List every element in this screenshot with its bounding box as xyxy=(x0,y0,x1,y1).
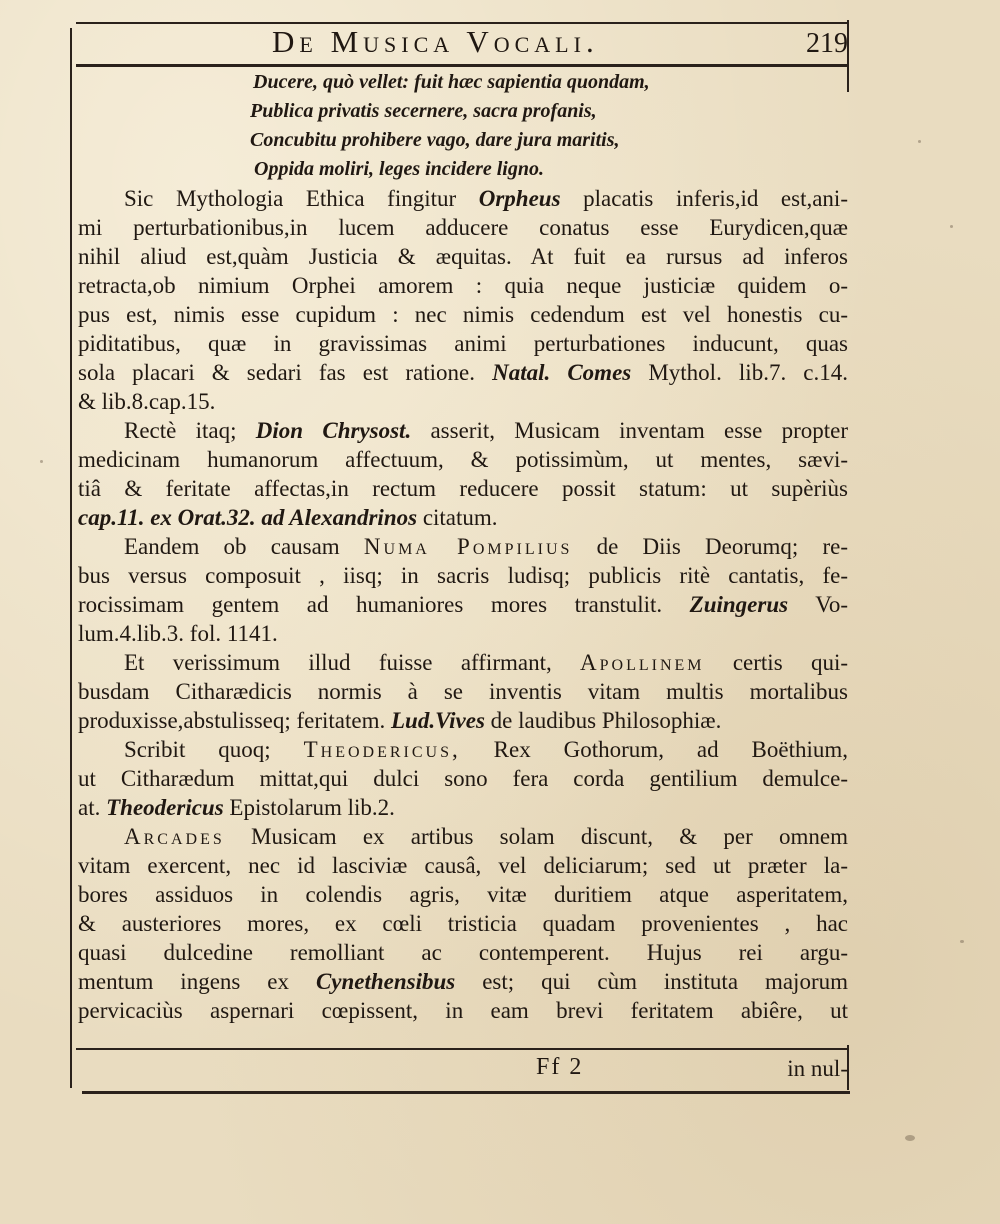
bottom-rule xyxy=(82,1091,850,1094)
text-line xyxy=(78,184,848,213)
text-line xyxy=(78,967,848,996)
text-run: placatis inferis,id est,ani- xyxy=(560,186,848,211)
citation-name: Cynethensibus xyxy=(315,969,456,994)
verse-line: Oppida moliri, leges incidere ligno. xyxy=(254,158,544,180)
text-run: Musicam ex artibus solam discunt, & per omnem xyxy=(224,824,848,849)
verse-line: Ducere, quò vellet: fuit hæc sapientia quondam, xyxy=(253,71,650,93)
text-run: produxisse,abstulisseq; feritatem. xyxy=(78,708,391,733)
text-line: ut Citharædum mittat,qui dulci sono fera corda gentilium demulce- xyxy=(78,766,848,791)
text-line: retracta,ob nimium Orphei amorem : quia neque justiciæ quidem o- xyxy=(78,273,848,298)
text-line: & lib.8.cap.15. xyxy=(78,389,216,414)
text-line: piditatibus, quæ in gravissimas animi perturbationes inducunt, quas xyxy=(78,331,848,356)
citation-name: Lud.Vives xyxy=(391,708,485,733)
signature-mark: Ff 2 xyxy=(536,1054,584,1080)
paragraph-orpheus xyxy=(78,184,848,416)
text-line: busdam Citharædicis normis à se inventis vitam multis mortalibus xyxy=(78,679,848,704)
running-title: De Musica Vocali. xyxy=(272,24,599,59)
text-line xyxy=(78,822,848,851)
text-line: & austeriores mores, ex cœli tristicia quadam provenientes , hac xyxy=(78,911,848,936)
paper-speck xyxy=(905,1135,915,1141)
text-line: bores assiduos in colendis agris, vitæ duritiem atque asperitatem, xyxy=(78,882,848,907)
text-run: Rex Gothorum, ad Boëthium, xyxy=(460,737,848,762)
text-line: pus est, nimis esse cupidum : nec nimis cedendum est vel honestis cu- xyxy=(78,302,848,327)
text-line xyxy=(78,416,848,445)
text-run: asserit, Musicam inventam esse propter xyxy=(411,418,848,443)
text-run: Eandem ob causam xyxy=(124,534,364,559)
text-line xyxy=(78,793,848,822)
text-line: nihil aliud est,quàm Justicia & æquitas. At fuit ea rursus ad inferos xyxy=(78,244,848,269)
citation-name: cap.11. ex Orat.32. ad Alexandrinos xyxy=(78,505,418,530)
verse-quotation xyxy=(78,68,848,184)
text-line: tiâ & feritate affectas,in rectum reducere possit statum: ut supèriùs xyxy=(78,476,848,501)
text-line xyxy=(78,590,848,619)
text-line xyxy=(78,532,848,561)
paragraph-arcades xyxy=(78,822,848,1025)
paragraph-numa xyxy=(78,532,848,648)
proper-name: Apollinem xyxy=(580,650,705,675)
text-run: Vo- xyxy=(788,592,848,617)
paper-speck xyxy=(918,140,921,143)
paper-speck xyxy=(40,460,43,463)
citation-name: Dion Chrysost. xyxy=(255,418,412,443)
text-run: mentum ingens ex xyxy=(78,969,316,994)
footer-rule xyxy=(76,1048,848,1050)
paragraph-theodericus xyxy=(78,735,848,822)
text-line xyxy=(78,648,848,677)
verse-line: Concubitu prohibere vago, dare jura maritis, xyxy=(250,129,620,151)
paper-speck xyxy=(950,225,953,228)
citation-name: Zuingerus xyxy=(689,592,789,617)
text-run: Epistolarum lib.2. xyxy=(223,795,395,820)
text-line: bus versus composuit , iisq; in sacris ludisq; publicis ritè cantatis, fe- xyxy=(78,563,848,588)
citation-name: Theodericus xyxy=(106,795,224,820)
text-line: lum.4.lib.3. fol. 1141. xyxy=(78,621,278,646)
text-run: sola placari & sedari fas est ratione. xyxy=(78,360,493,385)
text-run: de Diis Deorumq; re- xyxy=(572,534,848,559)
text-run: Mythol. lib.7. c.14. xyxy=(631,360,848,385)
text-run: Et verissimum illud fuisse affirmant, xyxy=(124,650,581,675)
text-line xyxy=(78,706,848,735)
proper-name: Theodericus, xyxy=(303,737,461,762)
catchword: in nul- xyxy=(787,1056,848,1081)
page-number: 219 xyxy=(806,28,848,59)
paper-speck xyxy=(960,940,964,943)
text-line: pervicaciùs aspernari cœpissent, in eam brevi feritatem abiêre, ut xyxy=(78,998,848,1023)
citation-name: Natal. Comes xyxy=(492,360,632,385)
citation-name: Orpheus xyxy=(478,186,561,211)
text-line xyxy=(78,358,848,387)
paragraph-apollo xyxy=(78,648,848,735)
text-line: mi perturbationibus,in lucem adducere conatus esse Eurydicen,quæ xyxy=(78,215,848,240)
proper-name: Arcades xyxy=(124,824,225,849)
page-footer xyxy=(78,1052,848,1088)
verse-line: Publica privatis secernere, sacra profanis, xyxy=(250,100,597,122)
paragraph-dion xyxy=(78,416,848,532)
proper-name: Numa Pompilius xyxy=(363,534,573,559)
text-line xyxy=(78,735,848,764)
text-run: Sic Mythologia Ethica fingitur xyxy=(124,186,479,211)
left-border-rule xyxy=(70,28,72,1088)
text-run: Scribit quoq; xyxy=(124,737,304,762)
text-run: est; qui cùm instituta majorum xyxy=(455,969,848,994)
text-run: de laudibus Philosophiæ. xyxy=(484,708,722,733)
text-run: citatum. xyxy=(417,505,498,530)
text-run: at. xyxy=(78,795,107,820)
text-run: rocissimam gentem ad humaniores mores transtulit. xyxy=(78,592,690,617)
text-line: quasi dulcedine remolliant ac contemperent. Hujus rei argu- xyxy=(78,940,848,965)
page-header xyxy=(78,24,848,68)
text-run: certis qui- xyxy=(704,650,848,675)
page-body xyxy=(78,68,848,1025)
text-line: vitam exercent, nec id lasciviæ causâ, vel deliciarum; sed ut præter la- xyxy=(78,853,848,878)
text-line xyxy=(78,503,848,532)
text-run: Rectè itaq; xyxy=(124,418,256,443)
text-line: medicinam humanorum affectuum, & potissimùm, ut mentes, sævi- xyxy=(78,447,848,472)
